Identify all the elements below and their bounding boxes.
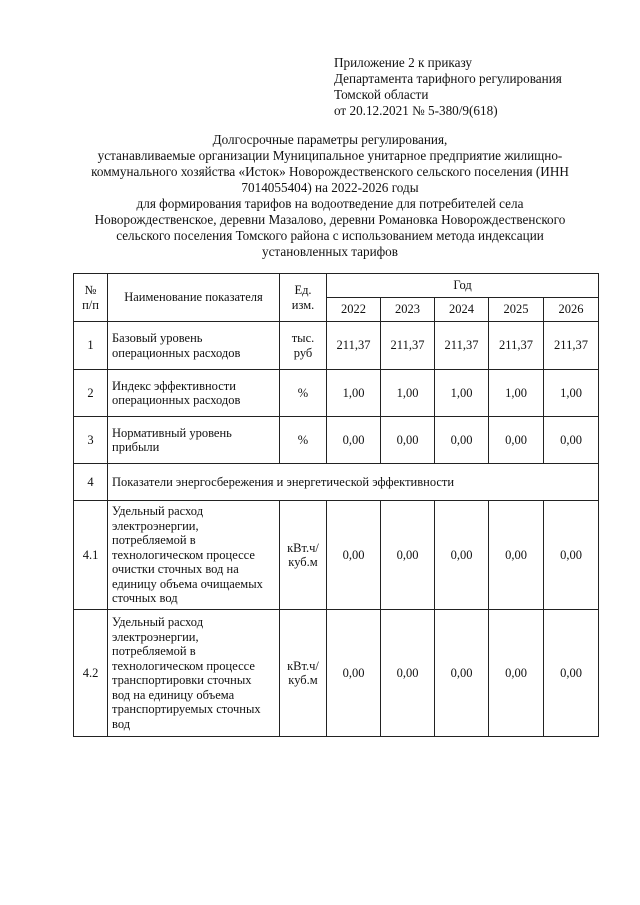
value-cell: 0,00 [489,501,544,610]
row-name-line: Индекс эффективности [112,378,236,393]
value-cell: 0,00 [327,417,381,464]
row-name-line: технологическом процессе [112,547,255,562]
row-unit-line: тыс. [291,331,315,345]
value-cell: 0,00 [544,417,599,464]
row-num: 2 [74,370,108,417]
row-name [108,322,280,370]
value-cell: 211,37 [544,322,599,370]
appendix-header [334,55,562,119]
row-name-line: электроэнергии, [112,518,199,533]
row-unit [280,610,327,737]
value-cell: 0,00 [381,610,435,737]
row-name [108,501,280,610]
row-name-line: очистки сточных вод на [112,562,239,577]
appendix-line: Томской области [334,87,429,102]
appendix-line: Департамента тарифного регулирования [334,71,562,86]
row-name-line: единицу объема очищаемых [112,576,263,591]
document-title [80,132,580,260]
row-name-line: Удельный расход [112,504,204,519]
row-name-line: потребляемой в [112,644,196,658]
header-year-cell: 2025 [489,298,544,322]
section-row [74,464,599,501]
row-unit-line: руб [293,345,313,360]
section-num: 4 [74,464,108,501]
title-line: Долгосрочные параметры регулирования, [212,132,448,147]
table-row [74,501,599,610]
header-year-cell: 2024 [435,298,489,322]
row-num: 4.2 [74,610,108,737]
value-cell: 0,00 [435,417,489,464]
row-name-line: вод [112,716,131,731]
value-cell: 0,00 [544,501,599,610]
value-cell: 1,00 [489,370,544,417]
table-row [74,322,599,370]
value-cell: 0,00 [435,610,489,737]
row-unit-line: куб.м [288,673,318,687]
header-num [74,274,108,322]
value-cell: 1,00 [381,370,435,417]
row-unit-line: кВт.ч/ [287,540,319,555]
header-name: Наименование показателя [108,274,280,322]
value-cell: 0,00 [327,501,381,610]
title-line: для формирования тарифов на водоотведение для потребителей села [136,196,524,211]
row-num: 1 [74,322,108,370]
value-cell: 211,37 [435,322,489,370]
table-row [74,610,599,737]
row-unit-line: % [297,432,309,447]
title-line: Новорождественское, деревни Мазалово, деревни Романовка Новорождественского [94,212,566,227]
row-name-line: транспортировки сточных [112,673,252,687]
row-name-line: сточных вод [112,591,178,606]
row-unit-line: куб.м [288,555,318,569]
row-name-line: Базовый уровень [112,331,203,345]
value-cell: 0,00 [489,610,544,737]
section-title: Показатели энергосбережения и энергетической эффективности [108,464,599,501]
value-cell: 0,00 [544,610,599,737]
row-name-line: прибыли [112,440,160,454]
header-year: Год [327,274,599,298]
value-cell: 0,00 [327,610,381,737]
title-line: 7014055404) на 2022-2026 годы [241,180,419,195]
row-name-line: Удельный расход [112,615,204,629]
row-num: 4.1 [74,501,108,610]
header-unit [280,274,327,322]
value-cell: 211,37 [489,322,544,370]
row-unit [280,501,327,610]
row-name-line: операционных расходов [112,345,241,360]
title-line: коммунального хозяйства «Исток» Новорождественского сельского поселения (ИНН [91,164,569,179]
header-year-cell: 2023 [381,298,435,322]
row-name-line: Нормативный уровень [112,425,232,440]
row-unit-line: кВт.ч/ [287,658,319,673]
value-cell: 211,37 [381,322,435,370]
value-cell: 1,00 [544,370,599,417]
row-name-line: технологическом процессе [112,658,255,673]
title-line: сельского поселения Томского района с использованием метода индексации [116,228,544,243]
appendix-line: Приложение 2 к приказу [334,55,472,70]
header-unit-line2: изм. [291,297,315,312]
header-num-line1: № [84,283,97,297]
row-name-line: вод на единицу объема [112,687,235,702]
row-name [108,370,280,417]
row-unit [280,417,327,464]
table-row [74,417,599,464]
appendix-line: от 20.12.2021 № 5-380/9(618) [334,103,498,118]
row-num: 3 [74,417,108,464]
row-unit [280,370,327,417]
title-line: установленных тарифов [261,244,399,259]
value-cell: 0,00 [381,501,435,610]
value-cell: 0,00 [381,417,435,464]
value-cell: 1,00 [327,370,381,417]
header-num-line2: п/п [82,297,99,312]
parameters-table [73,273,599,737]
header-year-cell: 2026 [544,298,599,322]
value-cell: 1,00 [435,370,489,417]
row-unit-line: % [297,385,309,400]
row-name-line: электроэнергии, [112,629,199,644]
row-name-line: операционных расходов [112,393,241,407]
row-name [108,417,280,464]
header-year-cell: 2022 [327,298,381,322]
row-name [108,610,280,737]
row-name-line: потребляемой в [112,533,196,548]
value-cell: 211,37 [327,322,381,370]
header-unit-line1: Ед. [294,283,312,297]
row-unit [280,322,327,370]
row-name-line: транспортируемых сточных [112,702,261,716]
value-cell: 0,00 [489,417,544,464]
value-cell: 0,00 [435,501,489,610]
table-row [74,370,599,417]
title-line: устанавливаемые организации Муниципальное унитарное предприятие жилищно- [97,148,563,163]
